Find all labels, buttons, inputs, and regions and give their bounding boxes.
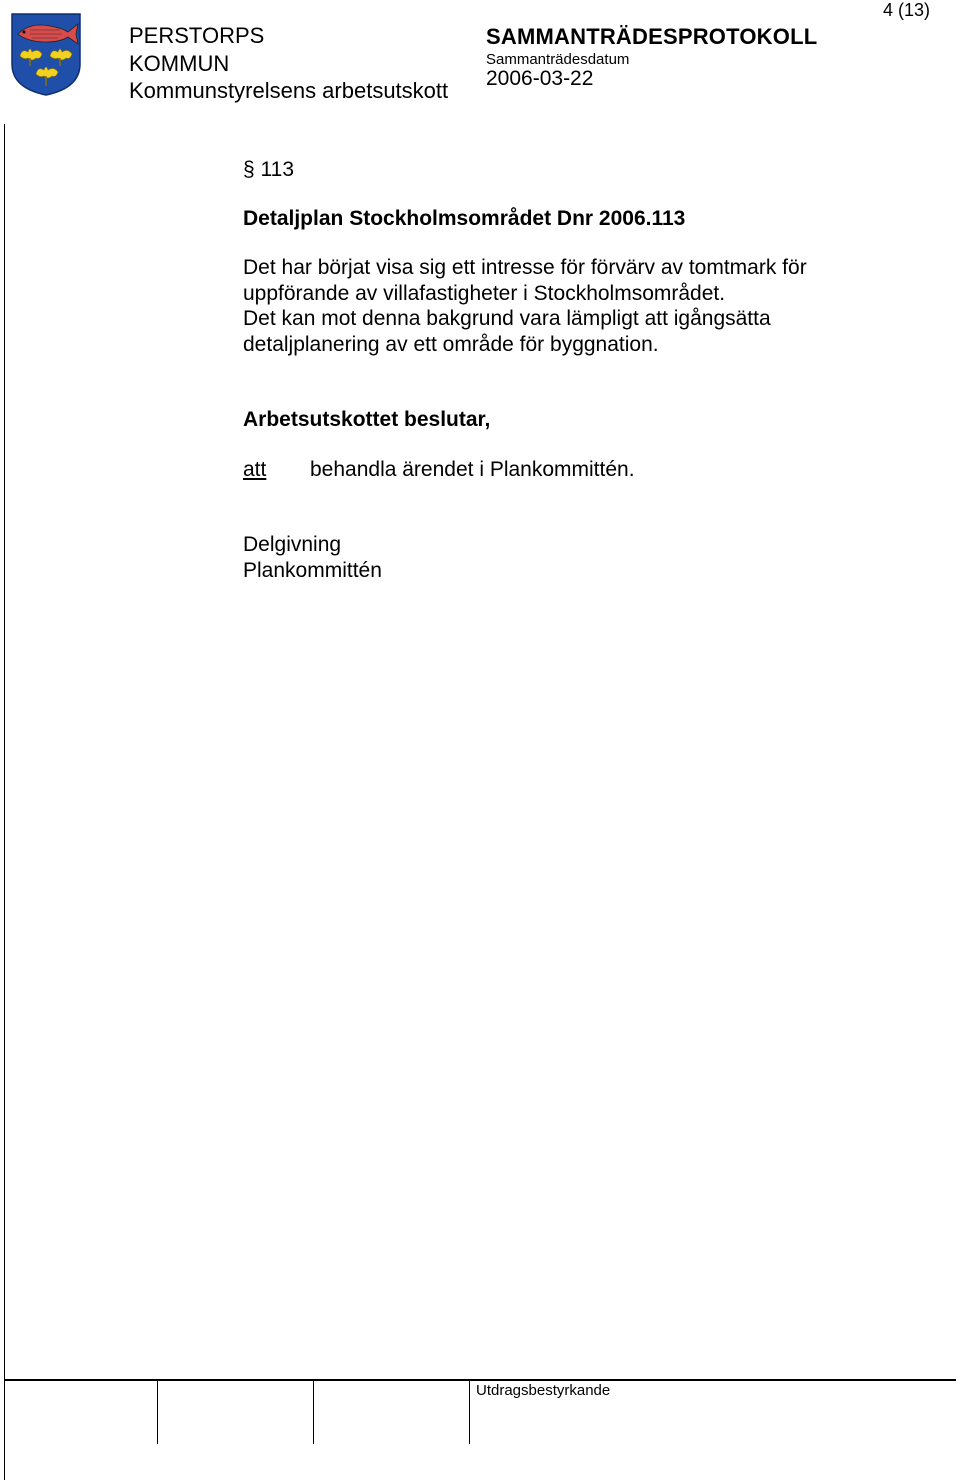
item-heading: Detaljplan Stockholmsområdet Dnr 2006.113 <box>243 206 686 230</box>
distribution-block <box>243 532 923 583</box>
signature-box-divider <box>469 1380 470 1444</box>
description-line: detaljplanering av ett område för byggnation. <box>243 332 659 356</box>
description-line: uppförande av villafastigheter i Stockholmsområdet. <box>243 281 726 305</box>
description-line: Det kan mot denna bakgrund vara lämpligt att igångsätta <box>243 307 771 330</box>
org-name-line2: KOMMUN <box>129 50 230 76</box>
coat-of-arms-icon <box>10 12 82 96</box>
footer-rule <box>4 1379 956 1381</box>
distribution-label: Delgivning <box>243 533 342 556</box>
decision-row <box>243 457 923 483</box>
extract-certification-label: Utdragsbestyrkande <box>476 1382 611 1399</box>
item-description <box>243 255 923 357</box>
decision-heading: Arbetsutskottet beslutar, <box>243 408 491 431</box>
organisation-block <box>129 22 448 105</box>
decision-att: att <box>243 457 267 481</box>
signature-box-divider <box>157 1380 158 1444</box>
paragraph-number: § 113 <box>243 158 294 181</box>
left-margin-rule <box>4 124 5 1480</box>
protocol-header <box>486 24 817 91</box>
meeting-date: 2006-03-22 <box>486 67 594 90</box>
org-committee: Kommunstyrelsens arbetsutskott <box>129 78 449 103</box>
page-number: 4 (13) <box>882 0 930 20</box>
distribution-recipient: Plankommittén <box>243 558 382 582</box>
meeting-date-label: Sammanträdesdatum <box>486 51 630 68</box>
description-line: Det har börjat visa sig ett intresse för förvärv av tomtmark för <box>243 256 807 279</box>
protocol-title: SAMMANTRÄDESPROTOKOLL <box>486 24 818 49</box>
document-body <box>243 157 923 583</box>
decision-text: behandla ärendet i Plankommittén. <box>310 457 635 481</box>
org-name-line1: PERSTORPS <box>129 23 265 48</box>
signature-box-divider <box>313 1380 314 1444</box>
